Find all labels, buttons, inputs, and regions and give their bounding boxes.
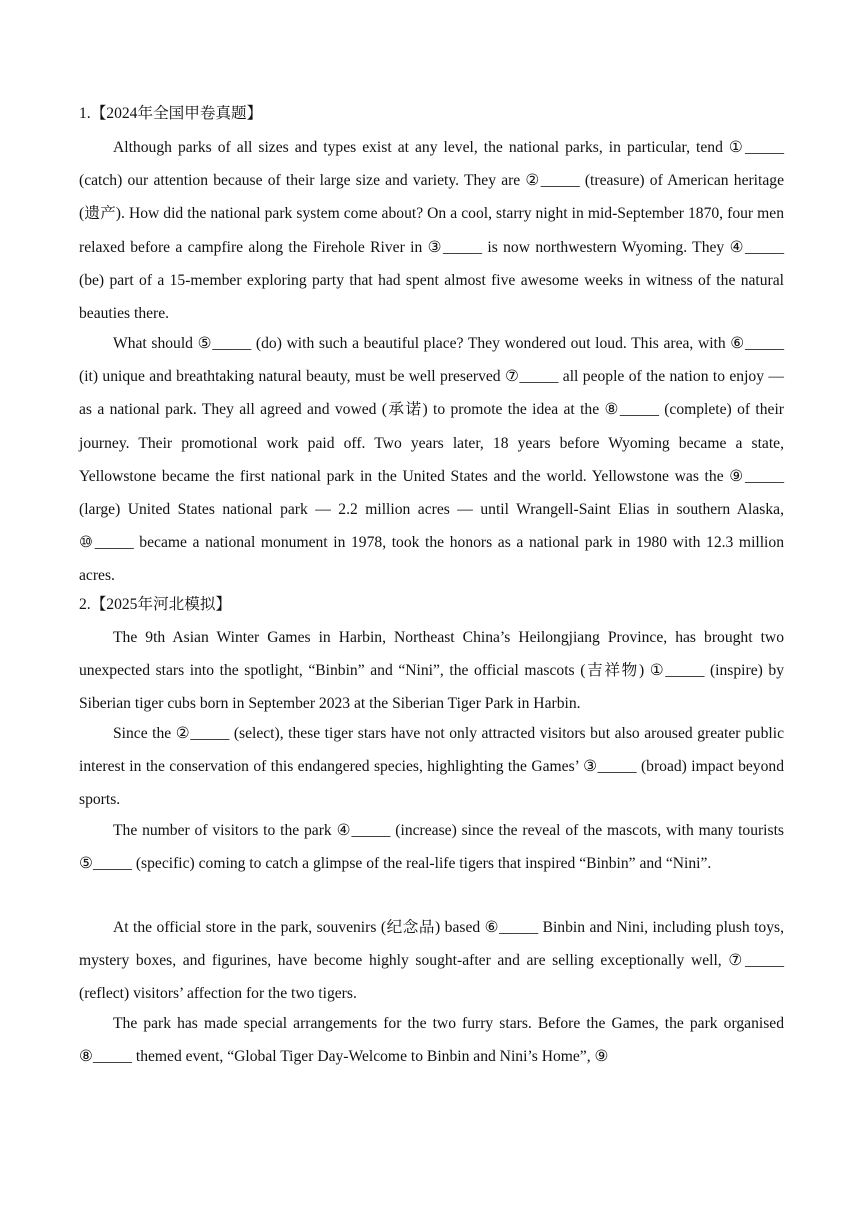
question-2-paragraph-5: The park has made special arrangements for the two furry stars. Before the Games, the park organised ⑧_____ themed event, “Global Tiger Day-Welcome to Binbin and Nini’s Home”, ⑨ xyxy=(79,1015,784,1066)
question-2-paragraph-3: The number of visitors to the park ④_____ (increase) since the reveal of the mascots, with many tourists ⑤_____ (specific) coming to catch a glimpse of the real-life tigers that inspired “Binbin” and “Nini”. xyxy=(79,822,784,873)
question-2-paragraph-2: Since the ②_____ (select), these tiger stars have not only attracted visitors but also aroused greater public interest in the conservation of this endangered species, highlighting the Games’ ③_____ (broad) impact beyond sports. xyxy=(79,725,784,809)
question-1-paragraph-1: Although parks of all sizes and types exist at any level, the national parks, in particular, tend ①_____ (catch) our attention because of their large size and variety. They are ②_____ (treasure) of American heritage (遗产). How did the national park system come about? On a cool, starry night in mid-September 1870, four men relaxed before a campfire along the Firehole River in ③_____ is now northwestern Wyoming. They ④_____ (be) part of a 15-member exploring party that had spent almost five awesome weeks in witness of the natural beauties there. xyxy=(79,139,784,323)
question-2-paragraph-4: At the official store in the park, souvenirs (纪念品) based ⑥_____ Binbin and Nini, including plush toys, mystery boxes, and figurines, have become highly sought-after and are selling exceptionally well, ⑦_____ (reflect) visitors’ affection for the two tigers. xyxy=(79,919,784,1003)
question-1-paragraph-2: What should ⑤_____ (do) with such a beautiful place? They wondered out loud. This area, with ⑥_____ (it) unique and breathtaking natural beauty, must be well preserved ⑦_____ all people of the nation to enjoy — as a national park. They all agreed and vowed (承诺) to promote the idea at the ⑧_____ (complete) of their journey. Their promotional work paid off. Two years later, 18 years before Wyoming became a state, Yellowstone became the first national park in the United States and the world. Yellowstone was the ⑨_____ (large) United States national park — 2.2 million acres — until Wrangell-Saint Elias in southern Alaska, ⑩_____ became a national monument in 1978, took the honors as a national park in 1980 with 12.3 million acres. xyxy=(79,335,784,585)
question-2-paragraph-1: The 9th Asian Winter Games in Harbin, Northeast China’s Heilongjiang Province, has brought two unexpected stars into the spotlight, “Binbin” and “Nini”, the official mascots (吉祥物) ①_____ (inspire) by Siberian tiger cubs born in September 2023 at the Siberian Tiger Park in Harbin. xyxy=(79,629,784,713)
question-2-title: 2.【2025年河北模拟】 xyxy=(79,596,232,613)
question-1-title: 1.【2024年全国甲卷真题】 xyxy=(79,105,263,122)
